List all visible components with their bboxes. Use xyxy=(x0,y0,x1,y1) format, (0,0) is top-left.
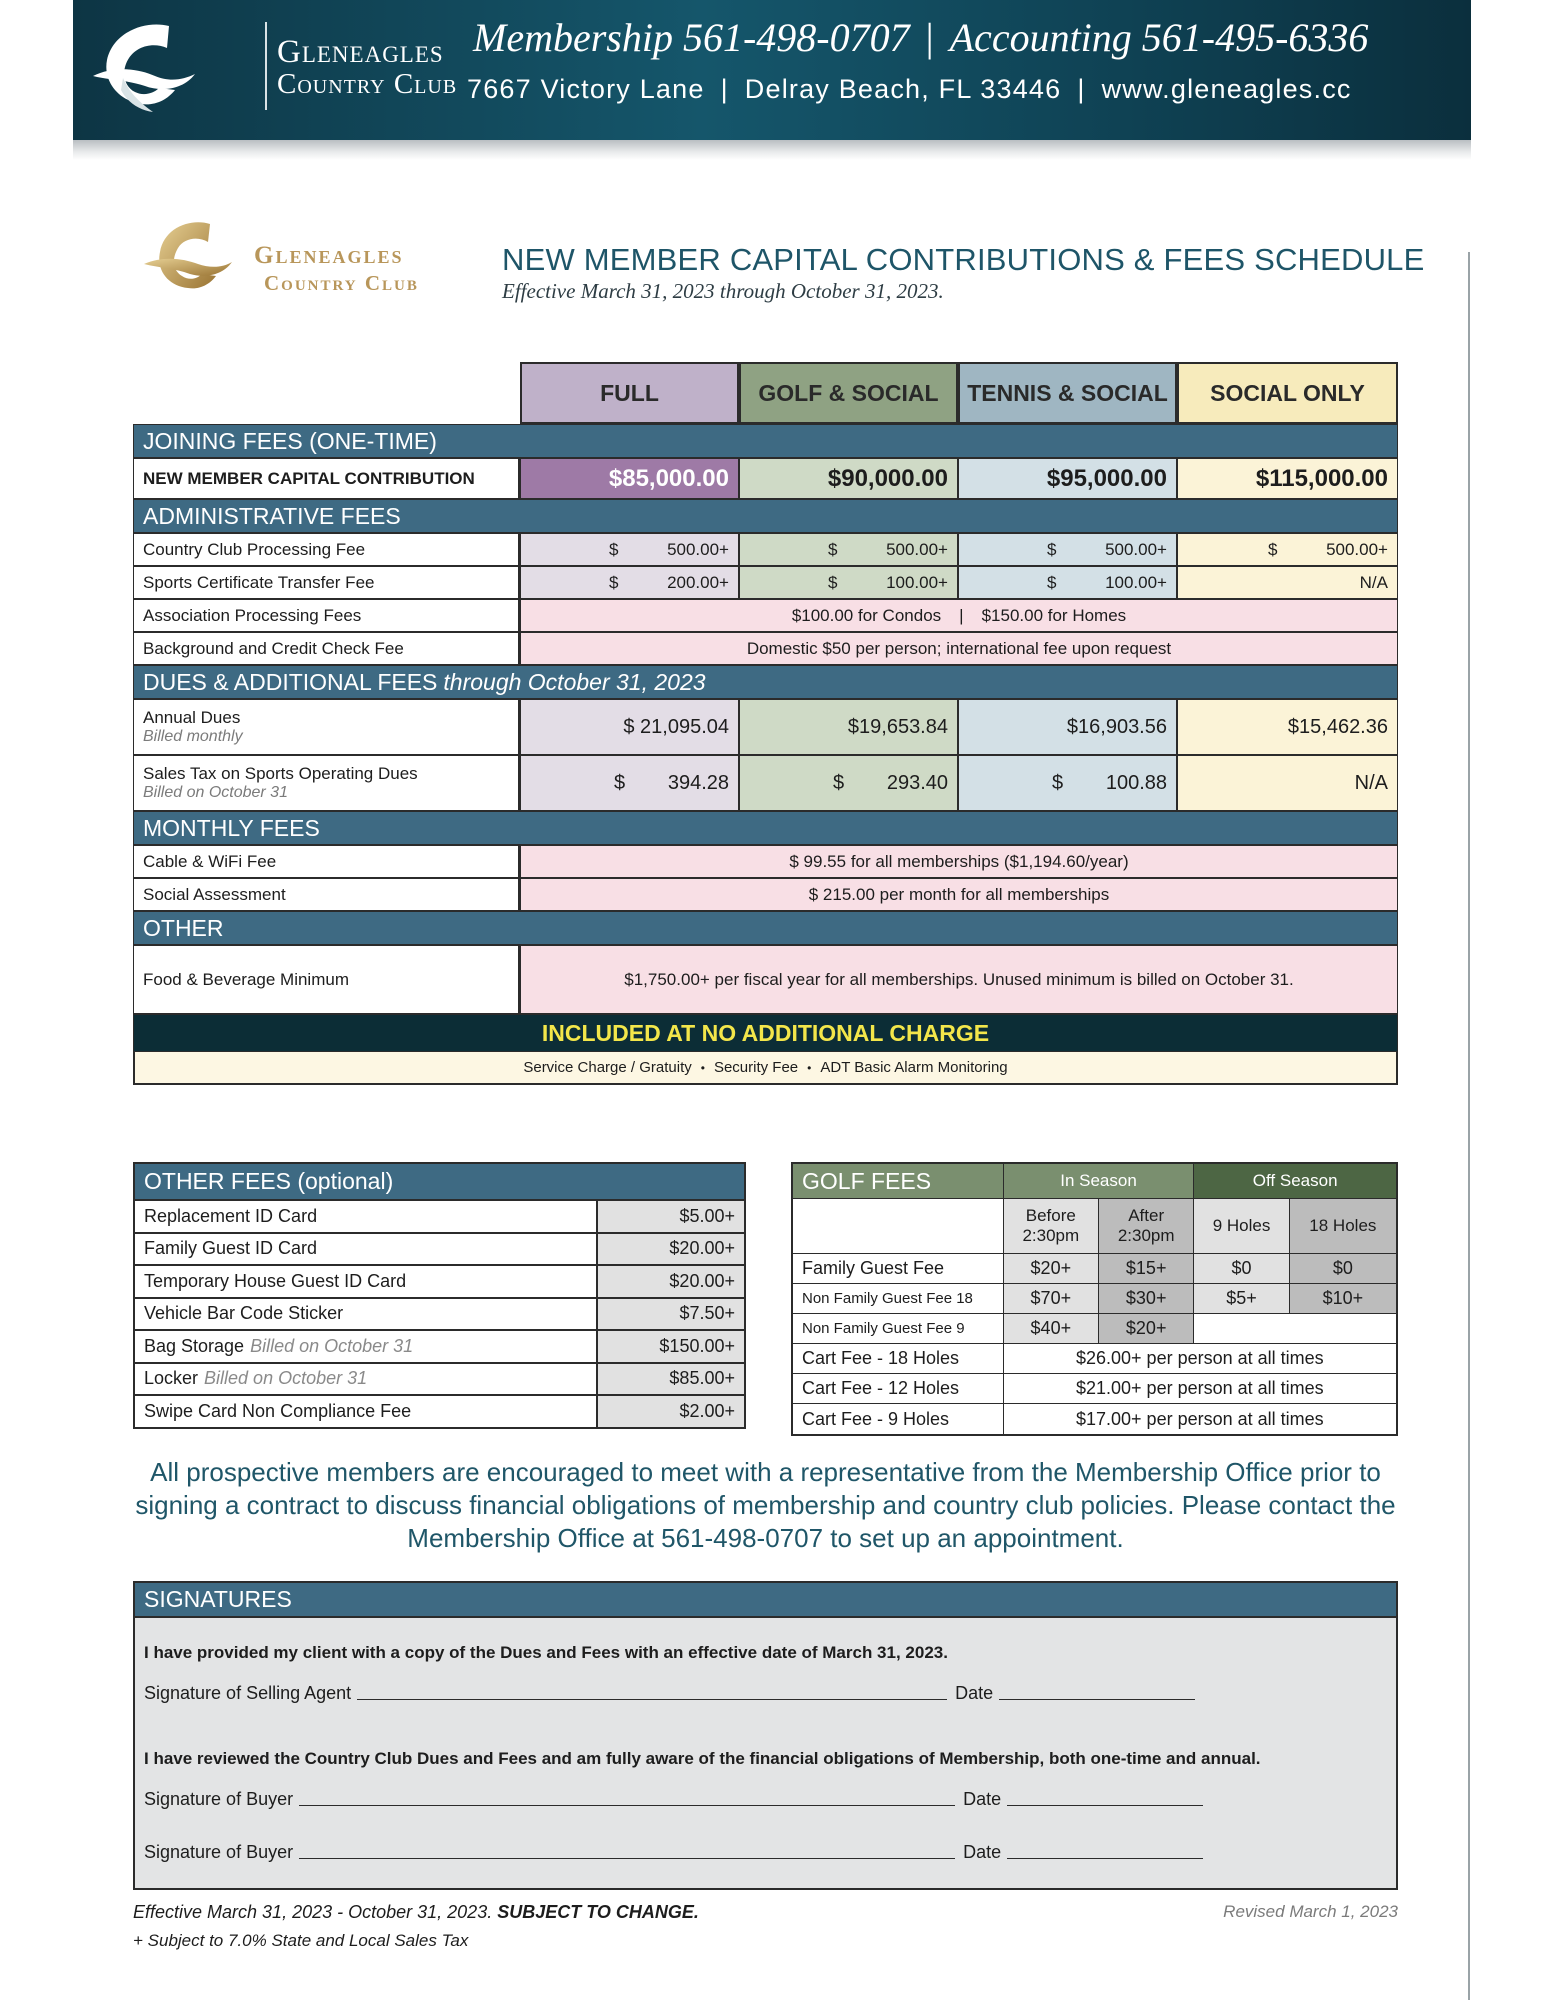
table-row xyxy=(133,632,1398,665)
table-row xyxy=(133,566,1398,599)
row-label: Country Club Processing Fee xyxy=(133,533,520,566)
golf-subheader-row xyxy=(793,1199,1396,1254)
eighteen-holes-header: 18 Holes xyxy=(1290,1199,1396,1254)
column-header-tennis-social: TENNIS & SOCIAL xyxy=(958,362,1177,424)
buyer-statement: I have reviewed the Country Club Dues and Fees and am fully aware of the financial obligations of Membership, both one-time and annual. xyxy=(144,1749,1261,1768)
accounting-phone[interactable]: Accounting 561-495-6336 xyxy=(949,15,1369,60)
annual-social-only: $15,462.36 xyxy=(1177,699,1398,755)
included-item: Service Charge / Gratuity xyxy=(523,1059,692,1076)
table-row xyxy=(133,458,1398,499)
section-joining-fees: JOINING FEES (ONE-TIME) xyxy=(133,424,1398,458)
banner-club-name-line1: Gleneagles xyxy=(277,34,444,70)
table-row xyxy=(135,1362,744,1395)
amount: 100.00+ xyxy=(1105,572,1167,592)
fee-value: $85.00+ xyxy=(598,1364,744,1395)
sales-tax-social-only: N/A xyxy=(1177,755,1398,811)
signatures-section xyxy=(133,1581,1398,1890)
agent-statement: I have provided my client with a copy of the Dues and Fees with an effective date of March 31, 2023. xyxy=(144,1643,948,1662)
buyer-signature-label: Signature of Buyer xyxy=(144,1842,294,1862)
transfer-full xyxy=(520,566,739,599)
processing-social-only xyxy=(1177,533,1398,566)
golf-value: $30+ xyxy=(1099,1284,1194,1314)
fee-value: $7.50+ xyxy=(598,1299,744,1330)
currency: $ xyxy=(609,572,619,592)
annual-dues-label: Annual Dues xyxy=(143,708,241,728)
table-row xyxy=(793,1284,1396,1314)
fee-label-cell xyxy=(135,1331,598,1362)
transfer-tennis-social xyxy=(958,566,1177,599)
date-label: Date xyxy=(955,1683,994,1703)
processing-tennis-social xyxy=(958,533,1177,566)
fee-value: $150.00+ xyxy=(598,1331,744,1362)
fee-value: $5.00+ xyxy=(598,1201,744,1232)
sales-tax-tennis-social xyxy=(958,755,1177,811)
transfer-social-only: N/A xyxy=(1177,566,1398,599)
banner-divider xyxy=(265,22,267,110)
food-beverage-value: $1,750.00+ per fiscal year for all memberships. Unused minimum is billed on October 31. xyxy=(520,945,1398,1014)
blank-cell xyxy=(1194,1314,1396,1344)
dues-header-text: DUES & ADDITIONAL FEES xyxy=(143,668,438,695)
currency: $ xyxy=(1052,771,1064,794)
page-title: NEW MEMBER CAPITAL CONTRIBUTIONS & FEES SCHEDULE xyxy=(502,242,1425,277)
after-line1: After xyxy=(1128,1206,1165,1226)
row-label xyxy=(133,699,520,755)
table-row xyxy=(793,1344,1396,1374)
header-banner xyxy=(73,0,1471,140)
golf-value: $5+ xyxy=(1194,1284,1289,1314)
capital-social-only: $115,000.00 xyxy=(1177,458,1398,499)
sales-tax-golf-social xyxy=(739,755,958,811)
fee-value: $2.00+ xyxy=(598,1396,744,1427)
section-dues xyxy=(133,665,1398,699)
row-label: Background and Credit Check Fee xyxy=(133,632,520,665)
after-line2: 2:30pm xyxy=(1117,1226,1175,1245)
other-fees-header: OTHER FEES (optional) xyxy=(135,1164,744,1199)
currency: $ xyxy=(833,771,845,794)
golf-value: $20+ xyxy=(1004,1254,1099,1284)
amount: 100.00+ xyxy=(886,572,948,592)
footer-effective xyxy=(133,1902,699,1923)
golf-fees-table xyxy=(791,1162,1398,1436)
table-row xyxy=(133,845,1398,878)
golf-header-row xyxy=(793,1164,1396,1199)
dues-header-italic: through October 31, 2023 xyxy=(443,668,706,695)
association-fees-value xyxy=(520,599,1398,632)
golf-row-label: Family Guest Fee xyxy=(793,1254,1004,1284)
banner-shadow xyxy=(73,140,1471,160)
row-label: Social Assessment xyxy=(133,878,520,911)
row-label xyxy=(133,755,520,811)
buyer-signature-field[interactable] xyxy=(299,1805,955,1806)
golf-row-label: Cart Fee - 12 Holes xyxy=(793,1374,1004,1404)
buyer-signature-label: Signature of Buyer xyxy=(144,1789,294,1809)
street-address: 7667 Victory Lane xyxy=(467,74,705,104)
other-fees-table xyxy=(133,1162,746,1429)
agent-signature-label: Signature of Selling Agent xyxy=(144,1683,352,1703)
included-item: ADT Basic Alarm Monitoring xyxy=(820,1059,1008,1076)
fees-schedule-table xyxy=(133,362,1398,1085)
before-230-header xyxy=(1004,1199,1099,1254)
golf-value: $15+ xyxy=(1099,1254,1194,1284)
golf-row-label: Non Family Guest Fee 9 xyxy=(793,1314,1004,1344)
after-230-header xyxy=(1099,1199,1194,1254)
sales-tax-sub: Billed on October 31 xyxy=(143,783,288,801)
golf-row-label: Non Family Guest Fee 18 xyxy=(793,1284,1004,1314)
capital-tennis-social: $95,000.00 xyxy=(958,458,1177,499)
amount: 500.00+ xyxy=(886,539,948,559)
fee-label: Temporary House Guest ID Card xyxy=(135,1266,598,1297)
in-season-header: In Season xyxy=(1004,1164,1195,1199)
amount: 500.00+ xyxy=(1326,539,1388,559)
sales-tax-label: Sales Tax on Sports Operating Dues xyxy=(143,764,418,784)
footer-revised: Revised March 1, 2023 xyxy=(1223,1902,1398,1921)
background-check-value: Domestic $50 per person; international fee upon request xyxy=(520,632,1398,665)
separator: | xyxy=(1077,74,1086,104)
title-club-name xyxy=(254,242,419,295)
city-address: Delray Beach, FL 33446 xyxy=(744,74,1062,104)
date-label: Date xyxy=(963,1789,1002,1809)
subject-to-change: SUBJECT TO CHANGE. xyxy=(497,1902,699,1922)
date-label: Date xyxy=(963,1842,1002,1862)
golf-row-label: Cart Fee - 9 Holes xyxy=(793,1404,1004,1434)
column-header-full: FULL xyxy=(520,362,739,424)
table-row xyxy=(135,1394,744,1427)
golf-value: $10+ xyxy=(1290,1284,1396,1314)
section-administrative-fees: ADMINISTRATIVE FEES xyxy=(133,499,1398,533)
currency: $ xyxy=(1268,539,1278,559)
table-row xyxy=(793,1404,1396,1434)
table-row xyxy=(133,533,1398,566)
capital-golf-social: $90,000.00 xyxy=(739,458,958,499)
currency: $ xyxy=(609,539,619,559)
buyer2-date-field[interactable] xyxy=(1007,1858,1203,1859)
footer-tax-note: + Subject to 7.0% State and Local Sales Tax xyxy=(133,1931,469,1950)
off-season-header: Off Season xyxy=(1194,1164,1396,1199)
amount: 500.00+ xyxy=(1105,539,1167,559)
fee-label: Replacement ID Card xyxy=(135,1201,598,1232)
table-row xyxy=(793,1254,1396,1284)
banner-address-line xyxy=(467,74,1467,105)
bullet: • xyxy=(807,1060,812,1075)
golf-value: $40+ xyxy=(1004,1314,1099,1344)
row-label: Sports Certificate Transfer Fee xyxy=(133,566,520,599)
agent-date-field[interactable] xyxy=(999,1699,1195,1700)
row-label: NEW MEMBER CAPITAL CONTRIBUTION xyxy=(133,458,520,499)
table-row xyxy=(133,699,1398,755)
before-line2: 2:30pm xyxy=(1022,1226,1080,1245)
header-blank-cell xyxy=(133,362,520,424)
buyer-date-field[interactable] xyxy=(1007,1805,1203,1806)
fee-label: Bag Storage xyxy=(144,1335,245,1356)
sales-tax-full xyxy=(520,755,739,811)
fee-sub: Billed on October 31 xyxy=(250,1335,414,1356)
cable-wifi-value: $ 99.55 for all memberships ($1,194.60/year) xyxy=(520,845,1398,878)
golf-value: $26.00+ per person at all times xyxy=(1004,1344,1396,1374)
separator: | xyxy=(720,74,729,104)
before-line1: Before xyxy=(1025,1206,1076,1226)
page-subtitle: Effective March 31, 2023 through October 31, 2023. xyxy=(502,279,944,303)
table-row xyxy=(135,1297,744,1330)
blank-cell xyxy=(793,1199,1004,1254)
membership-notice: All prospective members are encouraged to meet with a representative from the Membership Office prior to signing a contract to discuss financial obligations of membership and country club policies. Please contact the Membership Office at 561-498-0707 to set up an appointment. xyxy=(135,1457,1396,1554)
annual-dues-sub: Billed monthly xyxy=(143,727,243,745)
club-logo-icon xyxy=(83,18,203,118)
page-edge-rule xyxy=(1468,252,1470,2000)
row-label: Food & Beverage Minimum xyxy=(133,945,520,1014)
golf-fees-header: GOLF FEES xyxy=(793,1164,1004,1199)
section-other: OTHER xyxy=(133,911,1398,945)
title-club-name-line1: Gleneagles xyxy=(254,242,404,269)
bullet: • xyxy=(700,1060,705,1075)
table-row xyxy=(133,945,1398,1014)
golf-value: $70+ xyxy=(1004,1284,1099,1314)
gold-club-logo-icon xyxy=(140,218,236,298)
website-link[interactable]: www.gleneagles.cc xyxy=(1101,74,1352,104)
included-header: INCLUDED AT NO ADDITIONAL CHARGE xyxy=(133,1014,1398,1052)
social-assessment-value: $ 215.00 per month for all memberships xyxy=(520,878,1398,911)
signatures-header: SIGNATURES xyxy=(135,1583,1396,1618)
title-club-name-line2: Country Club xyxy=(264,270,419,295)
processing-golf-social xyxy=(739,533,958,566)
membership-phone[interactable]: Membership 561-498-0707 xyxy=(473,15,910,60)
golf-value: $21.00+ per person at all times xyxy=(1004,1374,1396,1404)
row-label: Association Processing Fees xyxy=(133,599,520,632)
column-header-golf-social: GOLF & SOCIAL xyxy=(739,362,958,424)
table-row xyxy=(133,878,1398,911)
included-items xyxy=(133,1052,1398,1085)
table-row xyxy=(135,1199,744,1232)
table-row xyxy=(133,599,1398,632)
banner-phone-line xyxy=(473,14,1463,61)
home-fee: $150.00 for Homes xyxy=(981,605,1127,625)
transfer-golf-social xyxy=(739,566,958,599)
fee-label: Swipe Card Non Compliance Fee xyxy=(135,1396,598,1427)
row-label: Cable & WiFi Fee xyxy=(133,845,520,878)
fee-value: $20.00+ xyxy=(598,1266,744,1297)
annual-tennis-social: $16,903.56 xyxy=(958,699,1177,755)
nine-holes-header: 9 Holes xyxy=(1194,1199,1289,1254)
amount: 293.40 xyxy=(886,771,948,794)
buyer2-signature-field[interactable] xyxy=(299,1858,955,1859)
effective-text: Effective March 31, 2023 - October 31, 2023. xyxy=(133,1902,493,1922)
annual-full: $ 21,095.04 xyxy=(520,699,739,755)
fee-label: Locker xyxy=(144,1368,199,1389)
currency: $ xyxy=(828,572,838,592)
agent-signature-field[interactable] xyxy=(357,1699,947,1700)
fee-label: Family Guest ID Card xyxy=(135,1234,598,1265)
currency: $ xyxy=(1047,539,1057,559)
condo-fee: $100.00 for Condos xyxy=(791,605,942,625)
fee-label-cell xyxy=(135,1364,598,1395)
table-row xyxy=(793,1374,1396,1404)
table-row xyxy=(133,755,1398,811)
column-header-social-only: SOCIAL ONLY xyxy=(1177,362,1398,424)
included-item: Security Fee xyxy=(713,1059,799,1076)
section-monthly-fees: MONTHLY FEES xyxy=(133,811,1398,845)
processing-full xyxy=(520,533,739,566)
golf-value: $17.00+ per person at all times xyxy=(1075,1408,1324,1429)
amount: 500.00+ xyxy=(667,539,729,559)
agent-signature-line xyxy=(144,1683,1203,1704)
fee-label: Vehicle Bar Code Sticker xyxy=(135,1299,598,1330)
currency: $ xyxy=(1047,572,1057,592)
separator: | xyxy=(925,15,934,60)
banner-club-name xyxy=(277,36,457,99)
fee-sub: Billed on October 31 xyxy=(204,1368,368,1389)
buyer-signature-line xyxy=(144,1789,1211,1810)
annual-golf-social: $19,653.84 xyxy=(739,699,958,755)
golf-value: $20+ xyxy=(1099,1314,1194,1344)
fee-value: $20.00+ xyxy=(598,1234,744,1265)
table-row xyxy=(135,1264,744,1297)
currency: $ xyxy=(614,771,626,794)
golf-value: $0 xyxy=(1194,1254,1289,1284)
table-row xyxy=(793,1314,1396,1344)
banner-club-name-line2: Country Club xyxy=(277,67,458,100)
table-row xyxy=(135,1232,744,1265)
table-row xyxy=(135,1329,744,1362)
amount: 200.00+ xyxy=(667,572,729,592)
separator: | xyxy=(959,605,964,625)
golf-value: $0 xyxy=(1290,1254,1396,1284)
table-header-row xyxy=(133,362,1398,424)
golf-row-label: Cart Fee - 18 Holes xyxy=(793,1344,1004,1374)
amount: 100.88 xyxy=(1105,771,1167,794)
currency: $ xyxy=(828,539,838,559)
amount: 394.28 xyxy=(667,771,729,794)
buyer2-signature-line xyxy=(144,1842,1211,1863)
capital-full: $85,000.00 xyxy=(520,458,739,499)
